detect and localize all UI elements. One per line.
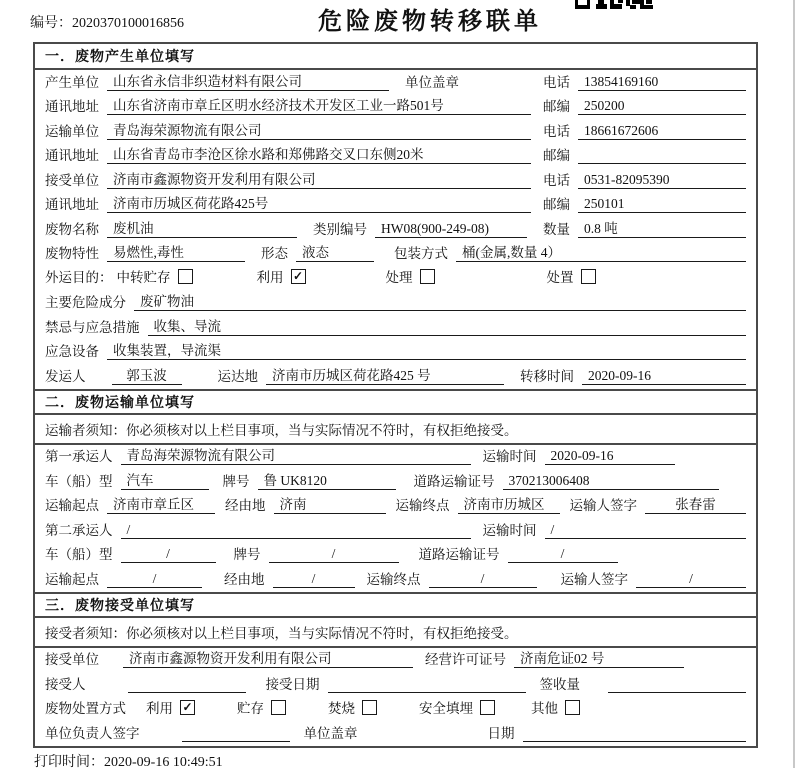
transporter-zip-label: 邮编 — [543, 148, 570, 164]
quantity-label: 数量 — [543, 221, 570, 237]
checkbox-treat — [420, 269, 435, 284]
purpose-option-label: 中转贮存 — [116, 270, 171, 286]
hazard-component-value: 废矿物油 — [134, 290, 746, 311]
checkbox-dispose — [581, 269, 596, 284]
disposal-option-label: 安全填埋 — [419, 701, 473, 717]
transporter-zip-value — [578, 147, 746, 164]
vehicle1-label: 车（船）型 — [45, 473, 113, 489]
origin1-value: 济南市章丘区 — [107, 493, 215, 514]
accept-person-value — [128, 676, 246, 693]
destination-label: 运达地 — [217, 368, 258, 384]
producer-unit-value: 山东省永信非织造材料有限公司 — [107, 70, 389, 91]
permit-label: 经营许可证号 — [425, 652, 506, 668]
plate2-value: / — [269, 546, 399, 563]
producer-address-label: 通讯地址 — [45, 99, 99, 115]
terminal2-value: / — [429, 571, 537, 588]
disposal-option-incinerate — [328, 697, 377, 717]
plate1-label: 牌号 — [222, 473, 250, 489]
via1-value: 济南 — [274, 493, 386, 514]
origin2-label: 运输起点 — [45, 571, 99, 587]
transporter-phone-value: 18661672606 — [578, 123, 746, 140]
receiver-zip-value: 250101 — [578, 196, 746, 213]
terminal1-label: 运输终点 — [395, 498, 450, 514]
form-number-value: 2020370100016856 — [72, 16, 184, 31]
waste-name-value: 废机油 — [107, 217, 297, 238]
purpose-option-utilize — [257, 266, 306, 286]
waste-trait-value: 易燃性,毒性 — [107, 241, 245, 262]
transport-time2-value: / — [545, 522, 747, 539]
row-route1 — [35, 494, 756, 519]
shipper-value: 郭玉波 — [112, 364, 182, 385]
waste-name-label: 废物名称 — [45, 221, 99, 237]
disposal-option-label: 贮存 — [237, 701, 264, 717]
page-right-edge — [793, 0, 795, 768]
manifest-form — [33, 42, 758, 748]
emergency-measures-label: 禁忌与应急措施 — [45, 319, 140, 335]
producer-zip-label: 邮编 — [543, 99, 570, 115]
waste-trait-label: 废物特性 — [45, 246, 99, 262]
transport-time1-label: 运输时间 — [482, 449, 537, 465]
disposal-option-utilize — [146, 697, 195, 717]
purpose-option-transfer-storage — [117, 266, 193, 286]
accept-date-value — [328, 676, 526, 693]
row-carrier1 — [35, 445, 756, 470]
license2-label: 道路运输证号 — [418, 547, 500, 563]
transporter-phone-label: 电话 — [543, 123, 570, 139]
disposal-option-label: 焚烧 — [328, 701, 355, 717]
disposal-option-storage — [237, 697, 286, 717]
via2-value: / — [273, 571, 355, 588]
row-receiver-address — [35, 193, 756, 218]
vehicle2-label: 车（船）型 — [45, 547, 113, 563]
permit-value: 济南危证02 号 — [514, 647, 684, 668]
via1-label: 经由地 — [225, 498, 266, 514]
checkbox-disposal-storage — [271, 700, 286, 715]
emergency-measures-value: 收集、导流 — [148, 315, 747, 336]
row-route2 — [35, 567, 756, 592]
unit-seal-label: 单位盖章 — [405, 74, 459, 90]
producer-phone-label: 电话 — [543, 74, 570, 90]
transfer-date-value: 2020-09-16 — [582, 368, 746, 385]
emergency-equipment-value: 收集装置，导流渠 — [107, 339, 746, 360]
vehicle1-value: 汽车 — [121, 469, 209, 490]
receiver-phone-value: 0531-82095390 — [578, 172, 746, 189]
form-state-label: 形态 — [261, 246, 288, 262]
form-state-value: 液态 — [296, 241, 374, 262]
row-shipper — [35, 364, 756, 389]
via2-label: 经由地 — [224, 571, 265, 587]
purpose-label: 外运目的： — [45, 270, 113, 286]
packing-value: 桶(金属,数量 4） — [456, 241, 746, 262]
category-value: HW08(900-249-08) — [375, 221, 527, 238]
signed-amount-value — [608, 676, 746, 693]
origin1-label: 运输起点 — [45, 498, 99, 514]
terminal1-value: 济南市历城区 — [458, 493, 560, 514]
checkbox-utilize: ✓ — [291, 269, 306, 284]
producer-zip-value: 250200 — [578, 98, 746, 115]
signer1-label: 运输人签字 — [569, 498, 637, 514]
receiver-unit-label: 接受单位 — [45, 172, 99, 188]
manager-signature-label: 单位负责人签字 — [45, 725, 140, 741]
purpose-option-label: 处理 — [385, 270, 413, 286]
row-receiver-unit — [35, 168, 756, 193]
checkbox-disposal-landfill — [480, 700, 495, 715]
row-accept-unit — [35, 648, 756, 673]
checkbox-transfer-storage — [178, 269, 193, 284]
manager-signature-value — [182, 725, 290, 742]
signer2-value: / — [636, 571, 746, 588]
signer1-value: 张春雷 — [645, 493, 746, 514]
row-emergency-measures — [35, 315, 756, 340]
emergency-equipment-label: 应急设备 — [45, 344, 99, 360]
transport-time1-value: 2020-09-16 — [545, 448, 675, 465]
producer-unit-label: 产生单位 — [45, 74, 99, 90]
license2-value: / — [508, 546, 618, 563]
disposal-option-other — [531, 697, 580, 717]
accept-unit-label: 接受单位 — [45, 652, 99, 668]
disposal-option-landfill — [419, 697, 495, 717]
disposal-option-label: 利用 — [146, 701, 173, 717]
unit-seal2-label: 单位盖章 — [303, 725, 358, 741]
category-label: 类别编号 — [313, 221, 367, 237]
license1-value: 370213006408 — [503, 473, 719, 490]
transporter-unit-label: 运输单位 — [45, 123, 99, 139]
purpose-option-dispose — [547, 266, 596, 286]
row-producer-address — [35, 95, 756, 120]
quantity-value: 0.8 吨 — [578, 217, 746, 238]
purpose-option-label: 处置 — [546, 270, 574, 286]
transfer-date-label: 转移时间 — [520, 368, 574, 384]
qr-code-fragment — [575, 0, 653, 9]
purpose-option-label: 利用 — [256, 270, 284, 286]
section3-notice: 接受者须知：你必须核对以上栏目事项，当与实际情况不符时，有权拒绝接受。 — [35, 618, 756, 648]
row-purpose — [35, 266, 756, 291]
receiver-phone-label: 电话 — [543, 172, 570, 188]
section1-header: 一．废物产生单位填写 — [35, 44, 756, 70]
date2-value — [523, 725, 747, 742]
form-number — [30, 12, 184, 32]
carrier1-value: 青岛海荣源物流有限公司 — [121, 444, 471, 465]
carrier2-label: 第二承运人 — [45, 522, 113, 538]
disposal-method-label: 废物处置方式 — [45, 701, 126, 717]
row-carrier2 — [35, 518, 756, 543]
plate2-label: 牌号 — [233, 547, 261, 563]
print-time — [34, 751, 223, 771]
carrier2-value: / — [121, 522, 471, 539]
row-transporter-address — [35, 144, 756, 169]
terminal2-label: 运输终点 — [366, 571, 421, 587]
checkbox-disposal-other — [565, 700, 580, 715]
accept-date-label: 接受日期 — [265, 676, 320, 692]
producer-phone-value: 13854169160 — [578, 74, 746, 91]
purpose-option-treat — [386, 266, 435, 286]
accept-person-label: 接受人 — [45, 676, 86, 692]
row-hazard-component — [35, 291, 756, 316]
receiver-address-label: 通讯地址 — [45, 197, 99, 213]
license1-label: 道路运输证号 — [413, 473, 495, 489]
row-disposal-method — [35, 697, 756, 722]
date2-label: 日期 — [487, 725, 515, 741]
section3-header: 三．废物接受单位填写 — [35, 592, 756, 618]
shipper-label: 发运人 — [45, 368, 86, 384]
row-waste-name — [35, 217, 756, 242]
row-vehicle1 — [35, 469, 756, 494]
checkbox-disposal-utilize: ✓ — [180, 700, 195, 715]
origin2-value: / — [107, 571, 202, 588]
vehicle2-value: / — [121, 546, 216, 563]
transport-time2-label: 运输时间 — [482, 522, 537, 538]
page-title: 危险废物转移联单 — [318, 8, 542, 35]
disposal-option-label: 其他 — [531, 701, 558, 717]
transporter-unit-value: 青岛海荣源物流有限公司 — [107, 119, 531, 140]
carrier1-label: 第一承运人 — [45, 449, 113, 465]
receiver-unit-value: 济南市鑫源物资开发利用有限公司 — [107, 168, 531, 189]
row-producer-unit — [35, 70, 756, 95]
row-waste-trait — [35, 242, 756, 267]
section2-header: 二．废物运输单位填写 — [35, 389, 756, 415]
receiver-address-value: 济南市历城区荷花路425号 — [107, 192, 531, 213]
hazard-component-label: 主要危险成分 — [45, 295, 126, 311]
row-manager-signature — [35, 721, 756, 746]
form-number-label: 编号： — [30, 16, 72, 31]
transporter-address-value: 山东省青岛市李沧区徐水路和郑佛路交叉口东侧20米 — [107, 143, 531, 164]
signed-amount-label: 签收量 — [539, 676, 580, 692]
print-time-label: 打印时间： — [34, 755, 104, 770]
row-accept-person — [35, 672, 756, 697]
packing-label: 包装方式 — [394, 246, 448, 262]
signer2-label: 运输人签字 — [560, 571, 628, 587]
row-vehicle2 — [35, 543, 756, 568]
checkbox-disposal-incinerate — [362, 700, 377, 715]
section2-notice: 运输者须知：你必须核对以上栏目事项，当与实际情况不符时，有权拒绝接受。 — [35, 415, 756, 445]
row-transporter-unit — [35, 119, 756, 144]
receiver-zip-label: 邮编 — [543, 197, 570, 213]
destination-value: 济南市历城区荷花路425 号 — [266, 364, 504, 385]
transporter-address-label: 通讯地址 — [45, 148, 99, 164]
print-time-value: 2020-09-16 10:49:51 — [104, 755, 223, 770]
producer-address-value: 山东省济南市章丘区明水经济技术开发区工业一路501号 — [107, 94, 531, 115]
accept-unit-value: 济南市鑫源物资开发利用有限公司 — [123, 647, 413, 668]
plate1-value: 鲁 UK8120 — [258, 469, 396, 490]
row-emergency-equipment — [35, 340, 756, 365]
